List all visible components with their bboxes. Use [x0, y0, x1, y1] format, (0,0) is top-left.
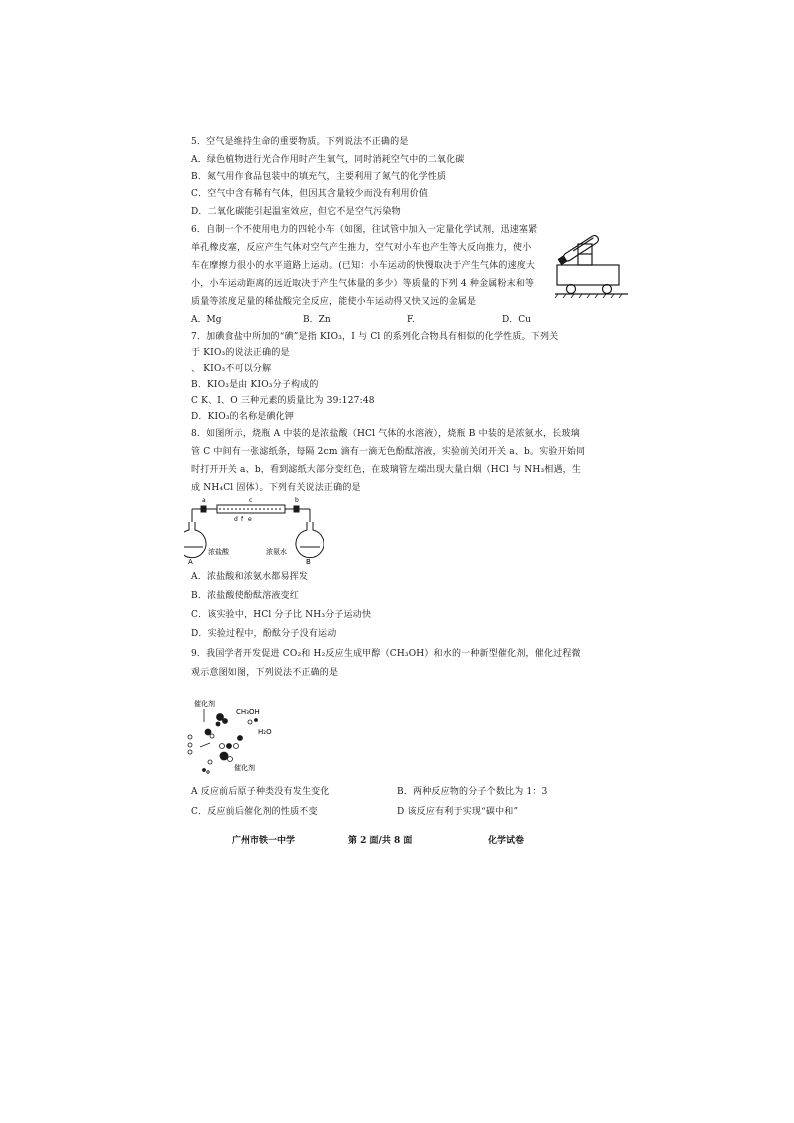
- q5-option-b: B．氮气用作食品包装中的填充气，主要利用了氮气的化学性质: [191, 172, 447, 182]
- q6-option-a: A．Mg: [191, 315, 222, 325]
- q7-option-d: D．KIO₃的名称是碘化钾: [191, 412, 295, 422]
- label-conc-ammonia: 浓氨水: [266, 548, 287, 556]
- label-catalyst-bottom: 催化剂: [234, 764, 255, 772]
- q7-option-b: B．KIO₃是由 KIO₃分子构成的: [191, 380, 319, 390]
- label-ch3oh: CH₃OH: [236, 708, 260, 716]
- q6-line-5: 质量等浓度足量的稀盐酸完全反应，能使小车运动得又快又远的金属是: [191, 297, 477, 307]
- molecule-icon: [217, 714, 224, 721]
- q6-line-4: 小，小车运动距离的远近取决于产生气体量的多少）等质量的下列 4 种金属粉末和等: [191, 279, 535, 289]
- q7-option-c: C K、I、O 三种元素的质量比为 39:127:48: [191, 396, 375, 406]
- q6-line-3: 车在摩擦力很小的水平道路上运动。(已知：小车运动的快慢取决于产生气体的速度大: [191, 261, 536, 271]
- q5-option-d: D．二氧化碳能引起温室效应，但它不是空气污染物: [191, 207, 401, 217]
- q7-option-a: 、 KIO₃不可以分解: [191, 364, 272, 374]
- label-flask-b: B: [306, 558, 311, 566]
- q8-option-b: B．浓盐酸使酚酞溶液变红: [191, 591, 300, 601]
- q7-line-1: 7．加碘食盐中所加的“碘”是指 KIO₃，I 与 Cl 的系列化合物具有相似的化学性质。下列关: [191, 332, 559, 342]
- label-c: c: [249, 497, 253, 504]
- molecule-icon: [205, 729, 211, 735]
- label-e: e: [248, 516, 252, 523]
- flask-a: [184, 522, 206, 558]
- q6-options: [191, 314, 551, 327]
- car-body: [557, 265, 619, 285]
- label-conc-hcl: 浓盐酸: [208, 548, 229, 556]
- catalyst-particle-icon: [220, 752, 228, 760]
- q8-line-3: 时打开开关 a、b，看到滤纸大部分变红色，在玻璃管左端出现大量白烟（HCl 与 NH₃相遇，生: [191, 465, 582, 475]
- q8-option-c: C．该实验中，HCl 分子比 NH₃分子运动快: [191, 610, 372, 620]
- label-b: b: [295, 497, 299, 504]
- q9-line-2: 观示意图如图，下列说法不正确的是: [191, 668, 339, 678]
- toy-car-figure: [552, 222, 630, 300]
- footer-school: 广州市铁一中学: [232, 836, 296, 846]
- footer-subject: 化学试卷: [488, 836, 525, 846]
- flask-b: [296, 522, 324, 558]
- q6-line-2: 单孔橡皮塞，反应产生气体对空气产生推力，空气对小车也产生等大反向推力，使小: [191, 243, 532, 253]
- q8-line-4: 成 NH₄Cl 固体）。下列有关说法正确的是: [191, 483, 361, 493]
- label-f: f: [241, 516, 244, 523]
- q8-option-a: A．浓盐酸和浓氨水都易挥发: [191, 572, 309, 582]
- q6-line-1: 6．自制一个不使用电力的四轮小车（如图，往试管中加入一定量化学试剂，迅速塞紧: [191, 225, 538, 235]
- molecule-icon: [220, 744, 225, 749]
- q9-line-1: 9．我国学者开发促进 CO₂和 H₂反应生成甲醇（CH₃OH）和水的一种新型催化剂，催化过程微: [191, 649, 581, 659]
- q6-option-b: B．Zn: [303, 315, 331, 325]
- footer-page-number: 第 2 面/共 8 面: [348, 836, 413, 846]
- test-tube: [558, 234, 600, 265]
- q9-option-d: D 该反应有利于实现“碳中和”: [397, 807, 519, 817]
- car-wheel: [567, 285, 576, 294]
- q5-option-c: C．空气中含有稀有气体，但因其含量较少而没有利用价值: [191, 189, 429, 199]
- label-catalyst-top: 催化剂: [194, 700, 215, 708]
- q6-option-c: F.: [407, 315, 415, 325]
- q8-option-d: D．实验过程中，酚酞分子没有运动: [191, 629, 337, 639]
- label-flask-a: A: [188, 558, 193, 566]
- catalysis-schematic-figure: [182, 690, 292, 778]
- label-h2o: H₂O: [258, 728, 272, 736]
- diffusion-apparatus-figure: [184, 492, 324, 566]
- car-wheel: [603, 285, 612, 294]
- q8-line-2: 管 C 中间有一张滤纸条，每隔 2cm 滴有一滴无色酚酞溶液，实验前关闭开关 a、b。实验开始同: [191, 447, 586, 457]
- label-a: a: [202, 497, 206, 504]
- q5-option-a: A．绿色植物进行光合作用时产生氧气，同时消耗空气中的二氧化碳: [191, 155, 465, 165]
- q8-line-1: 8．如图所示，烧瓶 A 中装的是浓盐酸（HCl 气体的水溶液），烧瓶 B 中装的是浓氨水，长玻璃: [191, 429, 580, 439]
- q5-stem: 5．空气是维持生命的重要物质。下列说法不正确的是: [191, 137, 409, 147]
- q6-option-d: D．Cu: [502, 315, 531, 325]
- q9-option-b: B．两种反应物的分子个数比为 1：3: [397, 787, 548, 797]
- label-d: d: [234, 516, 238, 523]
- q9-option-a: A 反应前后原子种类没有发生变化: [191, 787, 330, 797]
- valve-b: [294, 506, 299, 512]
- reactant-molecule-icon: [188, 735, 192, 739]
- q9-option-c: C．反应前后催化剂的性质不变: [191, 807, 318, 817]
- q7-line-2: 于 KIO₃的说法正确的是: [191, 348, 290, 358]
- valve-a: [201, 506, 206, 512]
